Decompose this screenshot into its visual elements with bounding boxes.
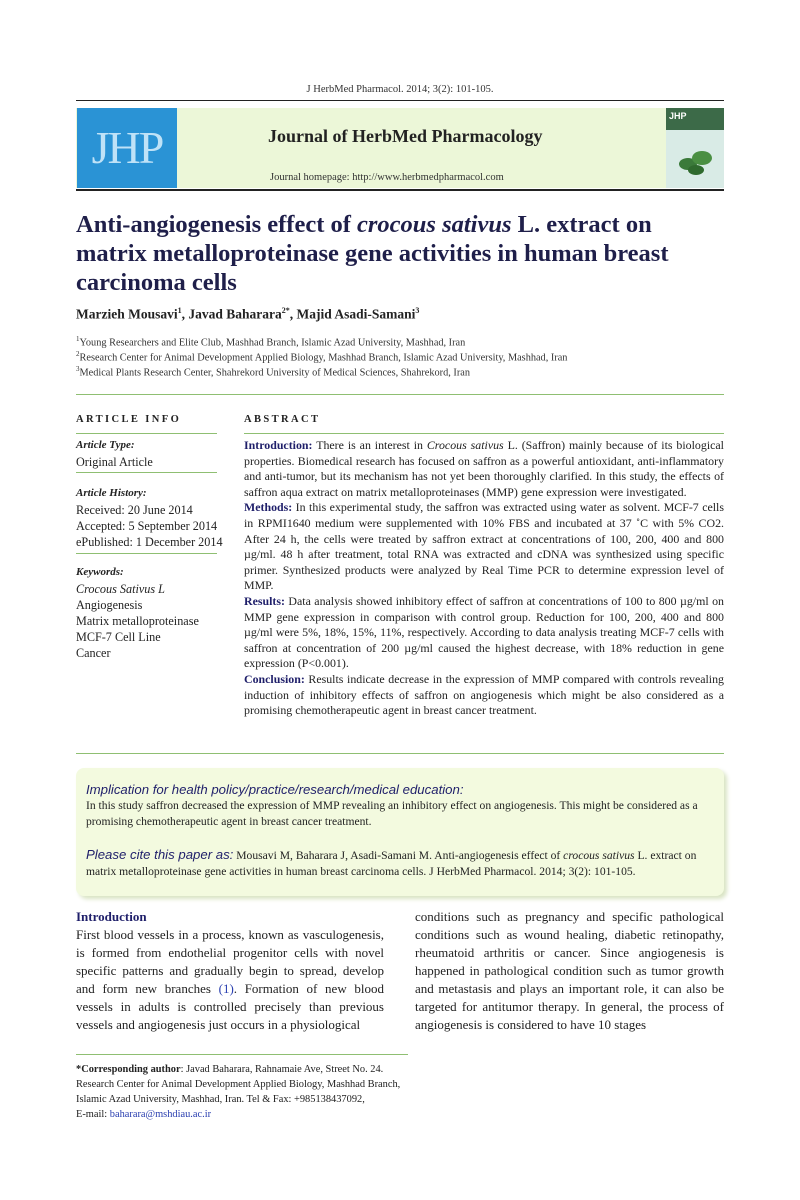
journal-name: Journal of HerbMed Pharmacology — [268, 126, 543, 146]
abstract-results-label: Results: — [244, 593, 285, 608]
citation-block — [86, 847, 721, 880]
author-mark: 2* — [281, 306, 290, 315]
title-species: crocous sativus — [357, 211, 512, 238]
title-text-2: L. extract on matrix metalloproteinase gene activities in human breast carcinoma cells — [76, 211, 669, 296]
author-mark: 1 — [177, 306, 182, 315]
affiliation — [76, 365, 470, 378]
corresponding-author — [76, 1062, 408, 1122]
author-separator: , — [181, 306, 189, 322]
affiliation — [76, 335, 465, 348]
affiliation-mark: 3 — [76, 365, 80, 373]
abstract-text: In this experimental study, the saffron was extracted using water as solvent. MCF-7 cells in RPMI1640 medium were supplemented with 10% FBS and incubated at 37 ˚C with 5% CO2. After 24 h, the cells were treated by saffron extract at concentrations of 100, 200, 400 and 800 µg/ml. 48 h after treatment, total RNA was extracted and cDNA was synthesized using specific primer. Synthesized products were analyzed by Real Time PCR to determine expression level of MMP. — [244, 500, 724, 593]
affiliation — [76, 350, 567, 363]
abstract-conclusion — [244, 672, 724, 719]
author-mark: 3 — [415, 306, 420, 315]
epublished-date: ePublished: 1 December 2014 — [76, 535, 223, 549]
body-text: . Formation of new blood vessels in adults is controlled precisely than previous vessels and angiogenesis just occurs in a physiological — [76, 981, 384, 1032]
introduction-heading: Introduction — [76, 909, 147, 924]
keyword-item: Angiogenesis — [76, 598, 143, 612]
author-list — [76, 306, 419, 323]
keywords-label: Keywords: — [76, 566, 124, 578]
keyword-item: MCF-7 Cell Line — [76, 630, 161, 644]
abstract-species: Crocous sativus — [426, 438, 504, 452]
header-rule-top — [76, 100, 724, 101]
abstract-text: Results indicate decrease in the expression of MMP compared with controls revealing induction of inhibitory effects of saffron on angiogenesis which might be also considered as a promising chemotherapeutic agent in breast cancer treatment. — [244, 671, 724, 718]
accepted-date: Accepted: 5 September 2014 — [76, 519, 218, 533]
keyword-item: Cancer — [76, 646, 111, 660]
cite-species: crocous sativus — [563, 849, 635, 862]
abstract-methods-label: Methods: — [244, 500, 293, 515]
body-text: First blood vessels in a process, known as vasculogenesis, is formed from endothelial progenitor cells with novel specific patterns and gradually begin to spread, develop and form new branches — [76, 927, 384, 996]
divider — [76, 433, 217, 434]
article-type-label: Article Type: — [76, 439, 135, 451]
divider — [76, 753, 724, 754]
author-name: Majid Asadi-Samani — [296, 306, 416, 322]
cover-label: JHP — [669, 111, 687, 121]
journal-cover-image — [666, 108, 724, 188]
divider — [76, 553, 217, 554]
keyword-item: Matrix metalloproteinase — [76, 614, 199, 628]
abstract-intro-label: Introduction: — [244, 438, 313, 452]
abstract-body — [244, 438, 724, 719]
affiliation-mark: 2 — [76, 350, 80, 358]
affiliation-mark: 1 — [76, 335, 80, 343]
article-type-value: Original Article — [76, 455, 153, 469]
divider — [76, 472, 217, 473]
title-text-1: Anti-angiogenesis effect of — [76, 211, 358, 238]
keyword-item: Crocous Sativus L — [76, 582, 165, 596]
body-column-right: conditions such as pregnancy and specific pathological conditions such as wound healing, diabetic retinopathy, rheumatoid arthritis or cancer. Since angiogenesis is happened in pathological condition such as tumor growth and metastasis and plays an important role, it can also be targeted for antitumor therapy. In general, the process of angiogenesis is considered to have 10 stages — [415, 909, 724, 1032]
corr-label: *Corresponding author — [76, 1064, 181, 1075]
cite-text: Mousavi M, Baharara J, Asadi-Samani M. Anti-angiogenesis effect of — [233, 849, 564, 862]
footnote-rule — [76, 1054, 408, 1055]
received-date: Received: 20 June 2014 — [76, 503, 193, 517]
author-separator: , — [289, 306, 297, 322]
journal-logo: JHP — [77, 108, 177, 188]
author-name: Javad Baharara — [188, 306, 282, 322]
divider — [76, 394, 724, 395]
abstract-methods — [244, 500, 724, 594]
article-info-heading: ARTICLE INFO — [76, 414, 182, 425]
author-name: Marzieh Mousavi — [76, 306, 178, 322]
leaf-icon — [666, 108, 724, 188]
affiliation-text: Research Center for Animal Development Applied Biology, Mashhad Branch, Islamic Azad University, Mashhad, Iran — [79, 352, 568, 364]
abstract-text: There is an interest in — [312, 438, 427, 452]
implication-heading: Implication for health policy/practice/research/medical education: — [86, 782, 464, 797]
email-label: E-mail: — [76, 1109, 110, 1120]
cite-lead: Please cite this paper as: — [86, 847, 234, 862]
cite-text: L. extract on matrix metalloproteinase gene activities in human breast carcinoma cells. J HerbMed Pharmacol. 2014; 3(2): 101-105. — [86, 849, 697, 878]
abstract-text: L. (Saffron) mainly because of its biological properties. Biomedical research has focused on saffron as a powerful antioxidant, anti-inflammatory and anti-tumor, but its mechanism has not yet been thoroughly clarified. In this study, the effects of saffron aqua extract on matrix metalloproteinases (MMP) gene expression were investigated. — [244, 438, 724, 499]
abstract-introduction — [244, 438, 724, 500]
reference-link[interactable]: (1) — [218, 981, 234, 996]
abstract-heading: ABSTRACT — [244, 414, 321, 425]
journal-citation: J HerbMed Pharmacol. 2014; 3(2): 101-105. — [306, 84, 494, 95]
divider — [244, 433, 724, 434]
affiliation-text: Young Researchers and Elite Club, Mashhad Branch, Islamic Azad University, Mashhad, Iran — [79, 337, 466, 349]
email-link[interactable]: baharara@mshdiau.ac.ir — [109, 1109, 212, 1120]
article-title — [76, 210, 726, 297]
body-column-left — [76, 926, 384, 1034]
journal-homepage[interactable]: Journal homepage: http://www.herbmedpharmacol.com — [270, 172, 504, 183]
abstract-results — [244, 594, 724, 672]
abstract-conclusion-label: Conclusion: — [244, 671, 305, 686]
corr-text: : Javad Baharara, Rahnamaie Ave, Street No. 24. Research Center for Animal Development Applied Biology, Mashhad Branch, Islamic Azad University, Mashhad, Iran. Tel & Fax: +985138437092, — [76, 1064, 401, 1105]
implication-text: In this study saffron decreased the expression of MMP revealing an inhibitory effect on angiogenesis. This might be considered as a promising chemotherapeutic agent in breast cancer treatment. — [86, 799, 698, 828]
article-history-label: Article History: — [76, 487, 147, 499]
abstract-text: Data analysis showed inhibitory effect of saffron at concentrations of 100 to 800 µg/ml on MMP gene expression in comparison with control group. Reduction for 100, 200, 400 and 800 µg/ml were 5%, 18%, 15%, 11%, respectively. According to data analysis treating MCF-7 cells with saffron at concentration of 200 µg/ml caused the highest decrease, with 18% reduction in gene expression (P<0.001). — [244, 593, 724, 671]
header-rule-bottom — [76, 189, 724, 191]
affiliation-text: Medical Plants Research Center, Shahrekord University of Medical Sciences, Shahrekord, Iran — [79, 367, 470, 379]
